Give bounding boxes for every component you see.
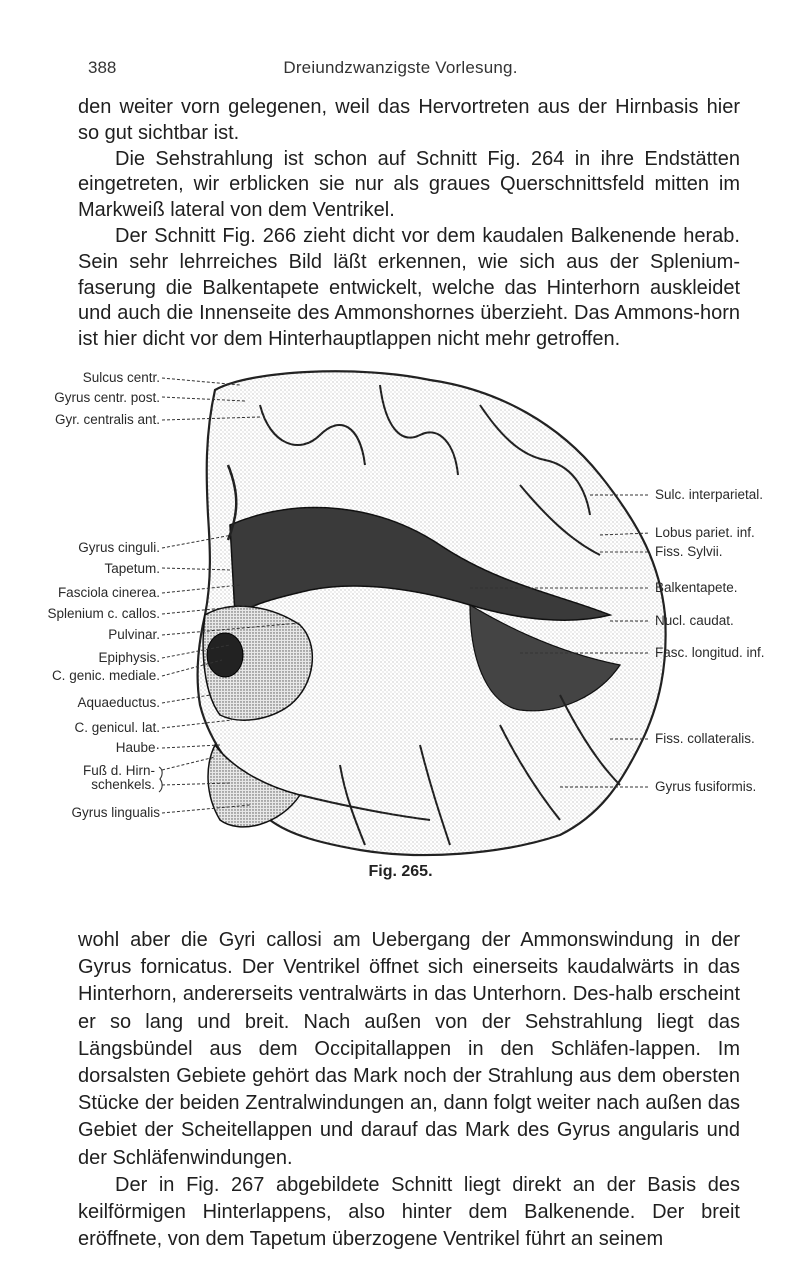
paragraph: Der in Fig. 267 abgebildete Schnitt liegt direkt an der Basis des keilförmigen Hinterlappens, also hinter dem Balkenende. Der breit eröffnete, von dem Tapetum überzogene Ventrikel führt an seinem	[78, 1173, 740, 1251]
label-schenkels: schenkels.	[91, 777, 155, 792]
label-nucl-caudat: Nucl. caudat.	[655, 613, 734, 628]
label-fasciola-cinerea: Fasciola cinerea.	[57, 585, 160, 600]
label-sulc-interparietal: Sulc. interparietal.	[655, 487, 764, 502]
labels-right	[655, 487, 765, 794]
label-splenium: Splenium c. callos.	[47, 606, 160, 621]
page-number: 388	[88, 58, 117, 77]
label-aquaeductus: Aquaeductus.	[77, 695, 160, 710]
label-fuss-hirn: Fuß d. Hirn-	[82, 763, 155, 778]
label-fiss-collateralis: Fiss. collateralis.	[655, 731, 755, 746]
label-gyrus-cinguli: Gyrus cinguli.	[78, 540, 160, 555]
bottom-text	[78, 927, 740, 1253]
labels-left	[47, 370, 160, 820]
label-haube: Haube·	[115, 740, 160, 755]
paragraph: Der Schnitt Fig. 266 zieht dicht vor dem kaudalen Balkenende herab. Sein sehr lehrreiches Bild läßt erkennen, wie sich aus der Splenium-faserung die Balkentapete entwickelt, welche das Hinterhorn auskleidet und auch die Innenseite des Ammonshornes überzieht. Das Ammons-horn ist hier dicht vor dem Hinterhauptlappen nicht mehr getroffen.	[78, 224, 740, 351]
brain-section-figure	[0, 365, 801, 875]
label-balkentapete: Balkentapete.	[655, 580, 738, 595]
label-gyrus-fusiformis: Gyrus fusiformis.	[655, 779, 757, 794]
brain-section-illustration	[0, 365, 801, 875]
label-fiss-sylvii: Fiss. Sylvii.	[655, 544, 723, 559]
running-title: Dreiundzwanzigste Vorlesung.	[283, 58, 518, 77]
label-c-genic-mediale: C. genic. mediale.	[51, 668, 160, 683]
label-sulcus-centr: Sulcus centr.	[82, 370, 160, 385]
label-gyrus-centr-post: Gyrus centr. post.	[54, 390, 160, 405]
brain-drawing	[198, 371, 666, 855]
label-gyr-centralis-ant: Gyr. centralis ant.	[54, 412, 160, 427]
label-tapetum: Tapetum.	[104, 561, 160, 576]
paragraph: wohl aber die Gyri callosi am Uebergang der Ammonswindung in der Gyrus fornicatus. Der Ventrikel öffnet sich einerseits kaudalwärts in das Hinterhorn, andererseits ventralwärts in das Unterhorn. Des-halb erscheint er so lang und breit. Nach außen von der Sehstrahlung liegt das Längsbündel aus dem Occipitallappen in den Schläfen-lappen. Im dorsalsten Gebiete gehört das Mark noch der Strahlung aus dem obersten Stücke der beiden Zentralwindungen an, dann folgt weiter nach außen das Gebiet der Scheitellappen und darauf das Mark des Gyrus angularis und der Schläfenwindungen.	[78, 929, 740, 1169]
label-fasc-longitud-inf: Fasc. longitud. inf.	[655, 645, 765, 660]
label-c-genicul-lat: C. genicul. lat.	[74, 720, 160, 735]
label-gyrus-lingualis: Gyrus lingualis	[71, 805, 160, 820]
top-text	[78, 95, 740, 353]
label-pulvinar: Pulvinar.	[108, 627, 160, 642]
running-head	[0, 58, 801, 82]
paragraph: Die Sehstrahlung ist schon auf Schnitt Fig. 264 in ihre Endstätten eingetreten, wir erblicken sie nur als graues Querschnittsfeld mitten im Markweiß lateral von dem Ventrikel.	[78, 147, 740, 222]
label-epiphysis: Epiphysis.	[98, 650, 160, 665]
paragraph: den weiter vorn gelegenen, weil das Hervortreten aus der Hirnbasis hier so gut sichtbar ist.	[78, 96, 740, 144]
label-lobus-pariet-inf: Lobus pariet. inf.	[655, 525, 755, 540]
figure-caption: Fig. 265.	[368, 863, 433, 880]
